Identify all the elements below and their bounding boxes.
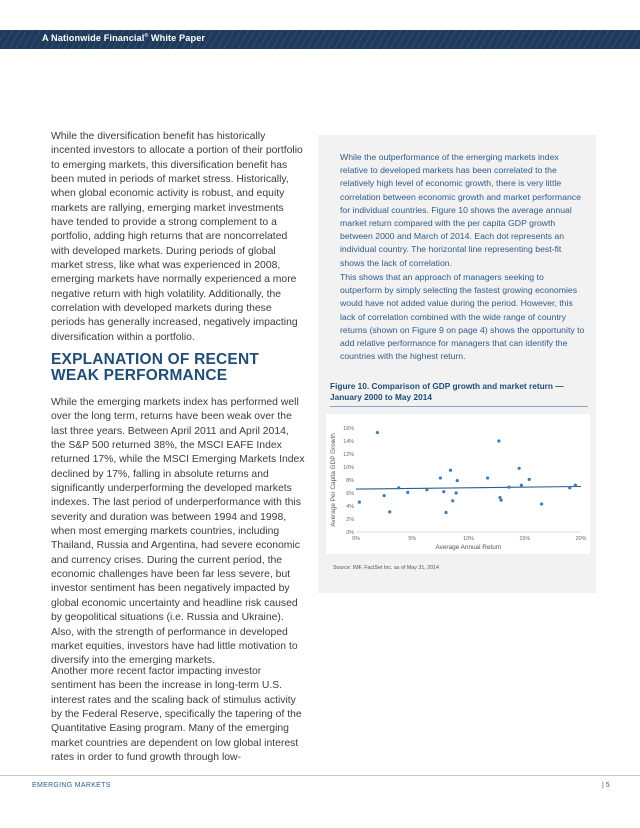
data-point (486, 476, 489, 479)
x-tick-label: 15% (519, 536, 531, 542)
section-heading: EXPLANATION OF RECENT WEAK PERFORMANCE (51, 351, 260, 384)
sidebar-paragraph-managers: This shows that an approach of managers seeking to outperform by simply selecting the fastest growing economies would have not added value during the period. However, this lack of correlation combined with the wide range of country returns (shown on Figure 9 on page 4) shows the opportunity to add relative performance for managers that can identify the countries with the highest return. (340, 272, 585, 362)
y-tick-label: 4% (346, 504, 354, 510)
data-point (439, 476, 442, 479)
footer-page-number: | 5 (602, 782, 610, 789)
data-point (456, 479, 459, 482)
data-point (397, 486, 400, 489)
data-point (358, 501, 361, 504)
data-point (500, 499, 503, 502)
header-title-text: A Nationwide Financial (42, 33, 145, 44)
y-tick-label: 10% (343, 465, 354, 471)
data-point (455, 491, 458, 494)
x-tick-label: 0% (352, 536, 360, 542)
sidebar-paragraph-correlation: While the outperformance of the emerging markets index relative to developed markets has been correlated to the relatively high level of economic growth, there is very little correlation between economic growth and market performance for individual countries. Figure 10 shows the average annual market return compared with the per capita GDP growth between 2000 and March of 2014. Each dot represents an individual country. The horizontal line representing best-fit shows the lack of correlation. (340, 152, 581, 268)
y-tick-label: 14% (343, 439, 354, 445)
left-paragraph-weak-performance: While the emerging markets index has performed well over the long term, returns have been weak over the last three years. Between April 2011 and April 2014, the S&P 500 returned 38%, the MSCI EAFE Index returned 17%, while the MSCI Emerging Markets Index declined by 17%, falling in absolute returns and significantly underperforming the developed markets indexes. The last period of underperformance with this severity and duration was between 1994 and 1998, when most emerging markets countries, including Thailand, Russia and Argentina, had severe economic and currency crises. During the current period, the economic challenges have been far less severe, but investor sentiment has been negatively impacted by global economic uncertainty and headline risk caused by geopolitical situations (i.e. Russia and Ukraine). Also, with the strength of performance in developed market equities, investors have had little motivation to diversify into the emerging markets. (51, 397, 305, 667)
best-fit-line (356, 487, 581, 490)
data-point (451, 499, 454, 502)
data-point (444, 511, 447, 514)
x-tick-label: 10% (463, 536, 474, 542)
data-point (574, 484, 577, 487)
footer-section-label: EMERGING MARKETS (32, 782, 111, 789)
data-point (528, 478, 531, 481)
data-point (376, 431, 379, 434)
chart-svg (326, 414, 590, 554)
y-tick-label: 2% (346, 517, 354, 523)
data-points (358, 431, 577, 514)
y-tick-label: 6% (346, 491, 354, 497)
y-axis-label: Average Per Capita GDP Growth (330, 433, 337, 527)
data-point (507, 486, 510, 489)
footer-rule (0, 775, 640, 776)
y-tick-label: 8% (346, 478, 354, 484)
data-point (497, 439, 500, 442)
y-tick-label: 16% (343, 426, 354, 432)
x-tick-label: 5% (408, 536, 417, 542)
data-point (388, 510, 391, 513)
data-point (518, 467, 521, 470)
data-point (449, 469, 452, 472)
scatter-chart (326, 414, 590, 554)
y-tick-label: 12% (343, 452, 354, 458)
data-point (406, 491, 409, 494)
data-point (568, 486, 571, 489)
x-axis-label: Average Annual Return (435, 544, 502, 551)
figure-caption: Figure 10. Comparison of GDP growth and market return — January 2000 to May 2014 (330, 381, 564, 402)
left-paragraph-diversification: While the diversification benefit has historically incented investors to allocate a portion of their portfolio to emerging markets, this diversification benefit has been muted in periods of market stress. Historically, when global economic activity is robust, and equity markets are rallying, emerging market investments have tended to provide a strong complement to a portfolio, adding high returns that are noncorrelated with developed markets. During periods of global market stress, like what was experienced in 2008, emerging markets have normally experienced a more negative return with high volatility. Additionally, the correlation with developed markets during these periods has generally increased, negatively impacting diversification within a portfolio. (51, 131, 303, 343)
data-point (520, 484, 523, 487)
data-point (383, 494, 386, 497)
header-title-tail: White Paper (148, 33, 206, 44)
header-title (42, 33, 205, 43)
header-title-reg: ® (144, 33, 149, 39)
data-point (540, 502, 543, 505)
chart-source: Source: IMF, FactSet Inc. as of May 31, 2014 (333, 565, 439, 571)
data-point (442, 490, 445, 493)
left-paragraph-rates: Another more recent factor impacting investor sentiment has been the increase in long-term U.S. interest rates and the scaling back of stimulus activity by the Federal Reserve, specifically the tapering of the Quantitative Easing program. Many of the emerging market countries are dependent on low global interest rates in order to fund growth through low- (51, 666, 302, 764)
header-banner (0, 30, 640, 49)
data-point (425, 488, 428, 491)
x-tick-label: 20% (575, 536, 587, 542)
y-axis-ticks (343, 426, 354, 536)
x-axis-ticks (352, 536, 586, 542)
y-tick-label: 0% (346, 530, 354, 536)
figure-caption-rule (330, 406, 588, 407)
